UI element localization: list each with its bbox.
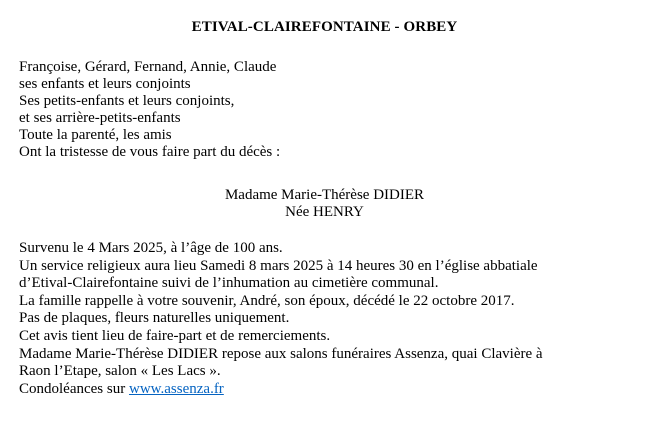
deceased-block: [0, 187, 649, 221]
notice-title: ETIVAL-CLAIREFONTAINE - ORBEY: [191, 19, 458, 35]
family-line: et ses arrière-petits-enfants: [19, 110, 181, 126]
deceased-maiden-name: Née HENRY: [285, 204, 364, 220]
detail-line: Cet avis tient lieu de faire-part et de remerciements.: [19, 327, 331, 344]
family-line: Françoise, Gérard, Fernand, Annie, Claude: [19, 59, 277, 75]
notice-details: [19, 240, 639, 398]
detail-line: d’Etival-Clairefontaine suivi de l’inhumation au cimetière communal.: [19, 275, 439, 292]
detail-line: Madame Marie-Thérèse DIDIER repose aux salons funéraires Assenza, quai Clavière à: [19, 345, 543, 362]
detail-line: Un service religieux aura lieu Samedi 8 mars 2025 à 14 heures 30 en l’église abbatiale: [19, 257, 538, 274]
condolences-line: [19, 381, 639, 399]
family-line: Toute la parenté, les amis: [19, 127, 172, 143]
condolences-label: Condoléances sur: [19, 380, 129, 397]
family-line: ses enfants et leurs conjoints: [19, 76, 191, 92]
detail-line: Survenu le 4 Mars 2025, à l’âge de 100 ans.: [19, 240, 283, 256]
detail-line: Raon l’Etape, salon « Les Lacs ».: [19, 363, 221, 380]
deceased-name: Madame Marie-Thérèse DIDIER: [224, 187, 425, 203]
condolences-link[interactable]: www.assenza.fr: [128, 380, 224, 397]
family-announcement: [19, 59, 280, 161]
family-line: Ont la tristesse de vous faire part du décès :: [19, 144, 281, 160]
detail-line: Pas de plaques, fleurs naturelles uniquement.: [19, 310, 290, 327]
detail-line: La famille rappelle à votre souvenir, André, son époux, décédé le 22 octobre 2017.: [19, 292, 515, 309]
family-line: Ses petits-enfants et leurs conjoints,: [19, 93, 235, 109]
